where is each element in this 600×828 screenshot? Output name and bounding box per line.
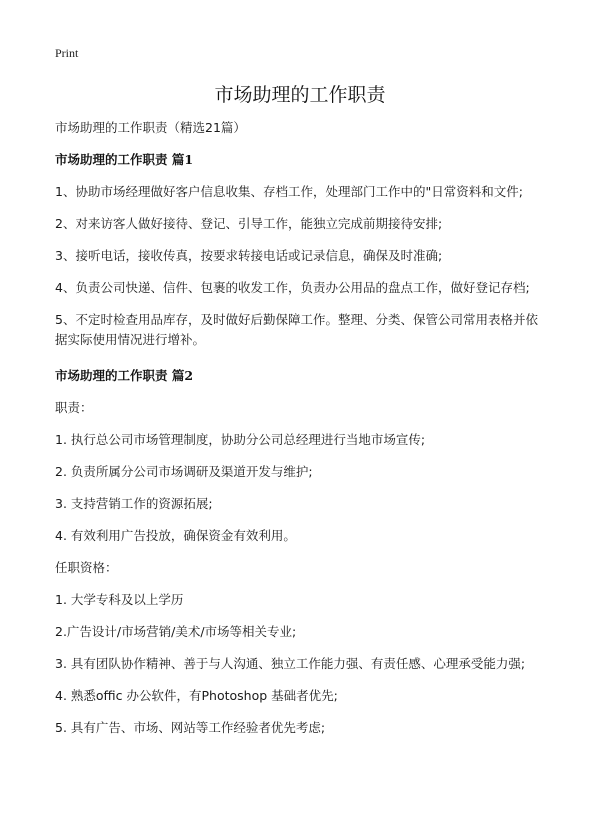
qualification-item-2: 2.广告设计/市场营销/美术/市场等相关专业; bbox=[55, 624, 297, 639]
duties-label: 职责： bbox=[55, 400, 93, 415]
duty-item-1: 1. 执行总公司市场管理制度，协助分公司总经理进行当地市场宣传; bbox=[55, 432, 426, 447]
duty-item-4: 4. 有效利用广告投放，确保资金有效利用。 bbox=[55, 528, 296, 543]
qualification-item-3: 3. 具有团队协作精神、善于与人沟通、独立工作能力强、有责任感、心理承受能力强; bbox=[55, 656, 526, 671]
section1-item-3: 3、接听电话，接收传真，按要求转接电话或记录信息，确保及时准确; bbox=[55, 248, 443, 263]
document-title: 市场助理的工作职责 bbox=[214, 84, 386, 106]
section-heading-2: 市场助理的工作职责 篇2 bbox=[55, 368, 194, 383]
section1-item-5: 5、不定时检查用品库存，及时做好后勤保障工作。整理、分类、保管公司常用表格并依据实际使用情况进行增补。 bbox=[55, 312, 538, 347]
section1-item-2: 2、对来访客人做好接待、登记、引导工作，能独立完成前期接待安排; bbox=[55, 216, 443, 231]
qualification-item-5: 5. 具有广告、市场、网站等工作经验者优先考虑; bbox=[55, 720, 326, 735]
section1-item-4: 4、负责公司快递、信件、包裹的收发工作，负责办公用品的盘点工作，做好登记存档; bbox=[55, 280, 530, 295]
print-label: Print bbox=[55, 46, 79, 60]
section-heading-1: 市场助理的工作职责 篇1 bbox=[55, 152, 194, 167]
document-body bbox=[55, 118, 550, 738]
duty-item-2: 2. 负责所属分公司市场调研及渠道开发与维护; bbox=[55, 464, 313, 479]
qualification-item-4: 4. 熟悉offic 办公软件，有Photoshop 基础者优先; bbox=[55, 688, 338, 703]
duty-item-3: 3. 支持营销工作的资源拓展; bbox=[55, 496, 213, 511]
document-subtitle: 市场助理的工作职责（精选21篇） bbox=[55, 120, 246, 135]
qualification-item-1: 1. 大学专科及以上学历 bbox=[55, 592, 184, 607]
section1-item-1: 1、协助市场经理做好客户信息收集、存档工作，处理部门工作中的"日常资料和文件; bbox=[55, 184, 523, 199]
qualifications-label: 任职资格： bbox=[55, 560, 118, 575]
